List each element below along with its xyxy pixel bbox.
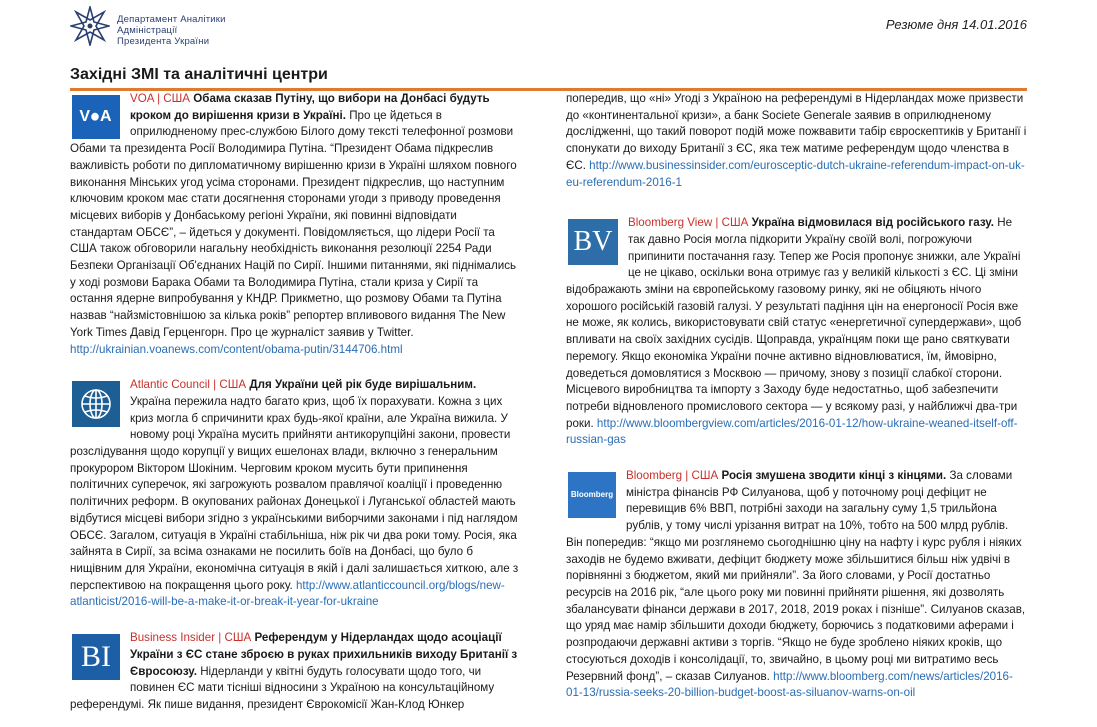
article-business-insider-cont — [566, 91, 1028, 191]
atlantic-council-logo — [72, 381, 120, 427]
article-bloomberg-text — [566, 468, 1028, 702]
headline: Україна відмовилася від російського газу. — [751, 216, 994, 230]
article-link[interactable]: http://www.bloomberg.com/news/articles/2016-01-13/russia-seeks-20-billion-budget-boost-as-siluanov-warns-on-oil — [566, 669, 1013, 700]
article-bi-continued — [566, 91, 1028, 191]
voa-logo — [72, 95, 120, 139]
bloomberg-view-logo — [568, 219, 618, 265]
article-bloomberg-view — [566, 215, 1028, 449]
bloomberg-logo-text: Bloomberg — [570, 489, 614, 499]
article-link[interactable]: http://ukrainian.voanews.com/content/obama-putin/3144706.html — [70, 342, 403, 356]
article-link[interactable]: http://www.atlanticcouncil.org/blogs/new-atlanticist/2016-will-be-a-make-it-or-break-it-year-for-ukraine — [70, 578, 505, 609]
article-atlantic-text — [70, 377, 520, 611]
source-label: Bloomberg | США — [626, 469, 719, 483]
article-bi-text — [70, 630, 520, 714]
headline: Референдум у Нідерландах щодо асоціації України з ЄС стане зброєю в руках прихильників виходу Британії з Євросоюзу. — [130, 631, 518, 678]
department-line-1: Департамент Аналітики — [117, 14, 226, 25]
star-emblem-icon — [70, 6, 110, 46]
article-body: Україна пережила надто багато криз, щоб їх порахувати. Кожна з цих криз могла б спричинити крах будь-якої країни, але Україна вижила. У новому році Україна мусить прийняти антикорупційні закони, провести розслідування щодо корупції у вищих ешелонах влади, включно з генеральним прокурором Віктором Шокіним. Черговим кроком мусить бути припинення політичних суперечок, які загрожують розвалом правлячої коаліції і проведенню політичних реформ. В окупованих районах Донецької і Луганської областей мають відбутися місцеві вибори згідно з українськими виборчими законами і під наглядом ОБСЄ. Загалом, ситуація в Україні стабільніша, ніж рік чи два роки тому. Росія, яка зайнята в Сирії, за всіма ознаками не посилить боїв на Донбасі, що було б нищівним для України, економічна ситуація в якій і далі залишається хиткою, але з перспективою на покращення цього року. — [70, 394, 519, 592]
left-column — [70, 91, 520, 714]
article-atlantic-council — [70, 377, 520, 611]
article-body: Не так давно Росія могла підкорити Україну своїй волі, погрожуючи припинити постачання газу. Тепер же Росія пропонує знижки, але Україні це не цікаво, оскільки вона отримує газ у великій кількості з ЄС. Ці зміни відображають зміни на європейському газовому ринку, які не обіцяють нічого хорошого російській газовій галузі. У результаті падіння цін на енергоносії Росія вже не може, як колись, використовувати свій статус «енергетичної супердержави», щоб впливати на своїх західних сусідів. Щоправда, українцям поки ще рано святкувати перемогу. Якщо економіка України почне активно відновлюватися, їм, ймовірно, доведеться домовлятися з Москвою — причому, знову з позиції слабкої сторони. Місцевого виробництва та імпорту з Заходу буде недостатньо, щоб забезпечити потреби відновленого промислового сектора — у всякому разі, у найближчі два-три роки. — [566, 216, 1022, 430]
source-label: Business Insider | США — [130, 631, 252, 645]
article-bv-text — [566, 215, 1028, 449]
bv-logo-text: BV — [573, 225, 613, 257]
page-header — [0, 0, 1097, 60]
bi-logo-text: BI — [81, 639, 111, 673]
source-label: Atlantic Council | США — [130, 378, 247, 392]
globe-icon — [79, 387, 113, 421]
article-body: Нідерланди у квітні будуть голосувати щодо того, чи повинен ЄС мати тісніші відносини з Україною на консультаційному референдумі. Як пише видання, президент Єврокомісії Жан-Клод Юнкер — [70, 664, 495, 711]
section-title: Західні ЗМІ та аналітичні центри — [70, 66, 328, 83]
business-insider-logo — [72, 634, 120, 680]
article-business-insider — [70, 630, 520, 714]
article-bloomberg — [566, 468, 1028, 702]
article-body: Про це йдеться в оприлюдненому прес-службою Білого дому тексті телефонної розмови Обами та президента Росії Володимира Путіна. “Президент Обама підкреслив важливість роботи по дипломатичному вирішенню кризи в Україні шляхом повного виконання Мінських угод усіма сторонами. Президент підкреслив, що наступним ключовим кроком має стати досягнення сторонами угоди з приводу проведення місцевих виборів у Донбаському регіоні України, які повинні відповідати стандартам ОБСЄ”, – йдеться у документі. Повідомляється, що лідери Росії та США також обговорили нагальну необхідність виконання резолюції 2254 Ради Безпеки Організації Об'єднаних Націй по Сирії. Іншими питаннями, які піднімались у ході розмови Барака Обами та Володимира Путіна, стали криза у Сирії та остання ядерне випробування у КНДР. Прикметно, що розмову Обами та Путіна назвав “найзмістовнішою за кілька років” репортер впливового видання The New York Times Давід Герценгорн. Про це журналіст заявив у Twitter. — [70, 108, 517, 339]
right-column — [566, 91, 1028, 702]
headline: Обама сказав Путіну, що вибори на Донбасі будуть кроком до вирішення кризи в Україні. — [130, 92, 490, 122]
article-link[interactable]: http://www.businessinsider.com/eurosceptic-dutch-ukraine-referendum-impact-on-uk-eu-referendum-2016-1 — [566, 158, 1025, 189]
article-voa-text — [70, 91, 520, 358]
department-name — [117, 14, 226, 47]
bloomberg-logo — [568, 472, 616, 518]
headline: Для України цей рік буде вирішальним. — [249, 378, 477, 392]
source-label: Bloomberg View | США — [628, 216, 749, 230]
article-voa — [70, 91, 520, 358]
article-body-cont: попередив, що «ні» Угоді з Україною на референдумі в Нідерландах може призвести до «континентальної кризи», а банк Societe Generale заявив в оприлюдненому дослідженні, що такий поворот подій може пожвавити табір євроскептиків у Британії і спонукати до виходу Британії з ЄС, яка теж матиме референдум щодо членства в ЄС. — [566, 92, 1027, 172]
article-link[interactable]: http://www.bloombergview.com/articles/2016-01-12/how-ukraine-weaned-itself-off-russian-gas — [566, 416, 1018, 447]
department-line-3: Президента України — [117, 36, 210, 47]
source-label: VOA | США — [130, 92, 191, 105]
article-body: За словами міністра фінансів РФ Силуанова, щоб у поточному році дефіцит не перевищив 6% ВВП, потрібні заходи на загальну суму 1,5 трильйона рублів, у тому числі урізання витрат на 10%, тобто на 500 млрд рублів. Він попередив: “якщо ми розглянемо сьогоднішню ціну на нафту і курс рубля і ніяких заходів не будемо вживати, дефіцит бюджету може збільшитися більш ніж удвічі в порівнянні з бюджетом, який ми прийняли”. За його словами, у Росії достатньо ресурсів на 2016 рік, “але цього року ми повинні прийняти рішення, які дозволять збалансувати фінанси держави в 2017, 2018, 2019 роках і пізніше”. Силуанов сказав, що уряд має намір збільшити доходи бюджету, борючись з податковими аферами і розпродаючи державні активи з торгів. “Якщо не буде зроблено ніяких кроків, що стосуються доходів і консолідації, то, звичайно, в цьому році ми витратимо весь Резервний фонд”, – сказав Силуанов. — [566, 469, 1026, 683]
headline: Росія змушена зводити кінці з кінцями. — [721, 469, 947, 483]
voa-logo-text: V⦁A — [79, 107, 113, 125]
department-line-2: Адміністрації — [117, 25, 178, 36]
resume-date: Резюме дня 14.01.2016 — [885, 17, 1027, 32]
